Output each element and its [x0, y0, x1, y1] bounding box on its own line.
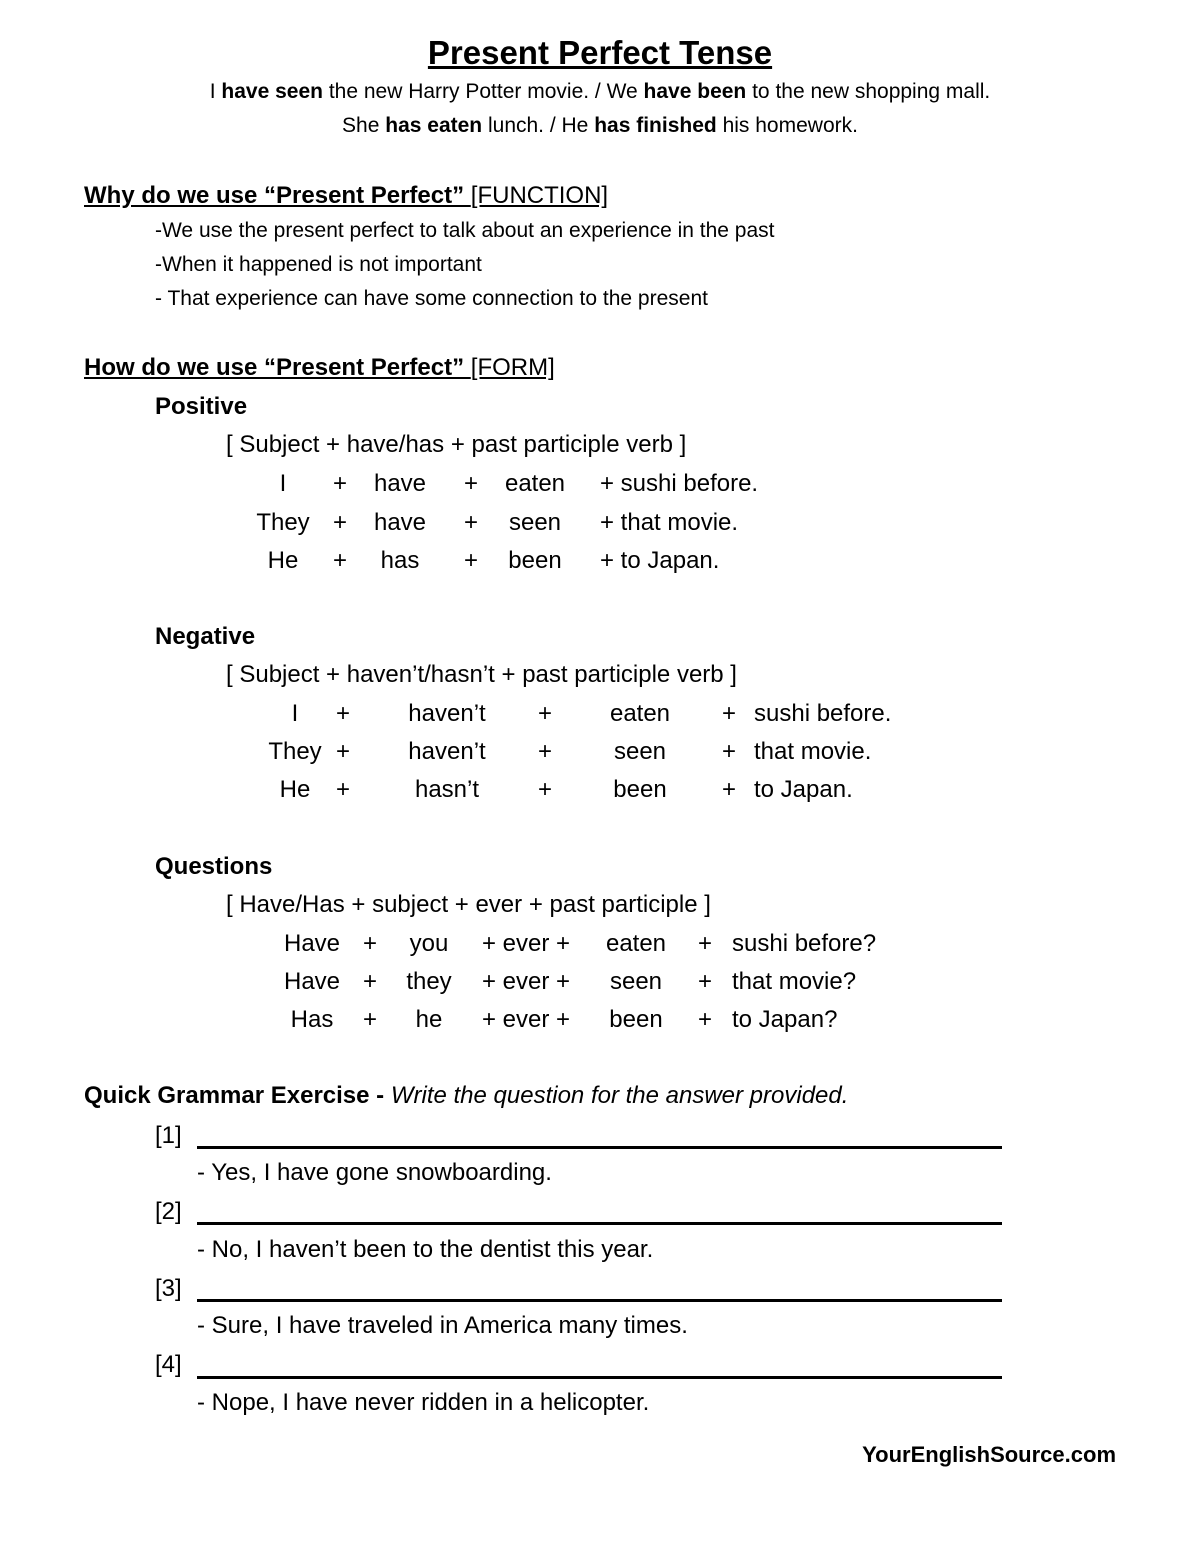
question-example-cell: eaten: [605, 930, 667, 957]
positive-example-cell: + sushi before.: [600, 470, 759, 497]
example-segment: has eaten: [385, 114, 483, 137]
negative-example-cell: haven’t: [408, 700, 486, 727]
example-segment: have been: [643, 80, 747, 103]
negative-example-cell: sushi before.: [754, 700, 892, 727]
negative-example-cell: eaten: [609, 700, 671, 727]
negative-example-cell: hasn’t: [414, 776, 480, 803]
example-segment: She: [342, 114, 386, 137]
positive-example-cell: + that movie.: [600, 509, 739, 536]
question-example-cell: +: [697, 968, 712, 995]
negative-example-cell: +: [537, 700, 552, 727]
positive-example-cell: eaten: [504, 470, 566, 497]
positive-example-cell: +: [463, 547, 478, 574]
site-credit: YourEnglishSource.com: [862, 1442, 1116, 1467]
question-example-cell: +: [697, 1006, 712, 1033]
negative-example-cell: I: [291, 700, 299, 727]
exercise-title: Quick Grammar Exercise - Write the question for the answer provided.: [84, 1082, 849, 1109]
question-example-cell: Have: [283, 968, 341, 995]
exercise-blank-2[interactable]: [197, 1222, 1002, 1225]
function-item-3: - That experience can have some connection to the present: [155, 287, 708, 310]
negative-example-cell: +: [335, 776, 350, 803]
negative-example-cell: +: [537, 738, 552, 765]
positive-example-cell: I: [279, 470, 287, 497]
exercise-number-4: [4]: [155, 1351, 182, 1378]
question-example-cell: +: [362, 930, 377, 957]
question-example-cell: he: [415, 1006, 443, 1033]
positive-example-cell: has: [380, 547, 420, 574]
question-example-cell: they: [406, 968, 452, 995]
question-example-cell: sushi before?: [732, 930, 877, 957]
question-example-cell: to Japan?: [732, 1006, 838, 1033]
positive-example-cell: +: [463, 470, 478, 497]
question-example-cell: Have: [283, 930, 341, 957]
negative-label: Negative: [155, 623, 256, 650]
question-example-cell: +: [697, 930, 712, 957]
negative-example-cell: +: [721, 738, 736, 765]
example-segment: to the new shopping mall.: [746, 80, 991, 103]
question-example-cell: +: [362, 1006, 377, 1033]
example-segment: have seen: [221, 80, 323, 103]
positive-example-cell: +: [332, 470, 347, 497]
question-example-cell: been: [609, 1006, 663, 1033]
exercise-answer-1: - Yes, I have gone snowboarding.: [197, 1159, 552, 1186]
positive-example-cell: +: [463, 509, 478, 536]
exercise-blank-4[interactable]: [197, 1376, 1002, 1379]
example-segment: has finished: [594, 114, 717, 137]
question-example-cell: +: [362, 968, 377, 995]
exercise-answer-3: - Sure, I have traveled in America many times.: [197, 1312, 688, 1339]
positive-example-cell: + to Japan.: [600, 547, 720, 574]
negative-example-cell: +: [335, 738, 350, 765]
function-item-1: -We use the present perfect to talk about an experience in the past: [155, 219, 775, 242]
question-example-cell: + ever +: [481, 1006, 571, 1033]
exercise-blank-3[interactable]: [197, 1299, 1002, 1302]
positive-example-cell: +: [332, 547, 347, 574]
question-example-cell: that movie?: [732, 968, 857, 995]
positive-example-cell: have: [373, 509, 427, 536]
negative-example-cell: +: [335, 700, 350, 727]
positive-example-cell: +: [332, 509, 347, 536]
function-item-2: -When it happened is not important: [155, 253, 482, 276]
negative-example-cell: seen: [613, 738, 667, 765]
negative-formula: [ Subject + haven’t/hasn’t + past participle verb ]: [226, 661, 737, 688]
positive-example-cell: seen: [508, 509, 562, 536]
positive-example-cell: been: [508, 547, 562, 574]
example-segment: the new Harry Potter movie. / We: [322, 80, 644, 103]
question-example-cell: + ever +: [481, 930, 571, 957]
form-heading: How do we use “Present Perfect” [FORM]: [84, 354, 555, 381]
exercise-number-1: [1]: [155, 1122, 182, 1149]
positive-example-cell: They: [256, 509, 310, 536]
negative-example-cell: haven’t: [408, 738, 486, 765]
negative-example-cell: +: [721, 776, 736, 803]
negative-example-cell: He: [279, 776, 311, 803]
question-example-cell: you: [409, 930, 449, 957]
negative-example-cell: They: [268, 738, 322, 765]
question-example-cell: seen: [609, 968, 663, 995]
negative-example-cell: been: [613, 776, 667, 803]
question-example-cell: + ever +: [481, 968, 571, 995]
example-segment: his homework.: [716, 114, 858, 137]
exercise-answer-2: - No, I haven’t been to the dentist this year.: [197, 1236, 654, 1263]
negative-example-cell: +: [537, 776, 552, 803]
example-segment: I: [209, 80, 222, 103]
positive-label: Positive: [155, 393, 248, 420]
negative-example-cell: +: [721, 700, 736, 727]
questions-formula: [ Have/Has + subject + ever + past participle ]: [226, 891, 711, 918]
example-sentence-1: [0, 80, 1200, 104]
negative-example-cell: that movie.: [754, 738, 872, 765]
positive-example-cell: He: [267, 547, 299, 574]
positive-example-cell: have: [373, 470, 427, 497]
exercise-blank-1[interactable]: [197, 1146, 1002, 1149]
page-title: Present Perfect Tense: [427, 34, 773, 71]
exercise-number-2: [2]: [155, 1198, 182, 1225]
function-heading: Why do we use “Present Perfect” [FUNCTION]: [84, 182, 609, 209]
positive-formula: [ Subject + have/has + past participle verb ]: [226, 431, 687, 458]
question-example-cell: Has: [290, 1006, 334, 1033]
exercise-answer-4: - Nope, I have never ridden in a helicopter.: [197, 1389, 650, 1416]
example-segment: lunch. / He: [482, 114, 595, 137]
exercise-number-3: [3]: [155, 1275, 182, 1302]
questions-label: Questions: [155, 853, 273, 880]
example-sentence-2: [0, 114, 1200, 138]
negative-example-cell: to Japan.: [754, 776, 853, 803]
